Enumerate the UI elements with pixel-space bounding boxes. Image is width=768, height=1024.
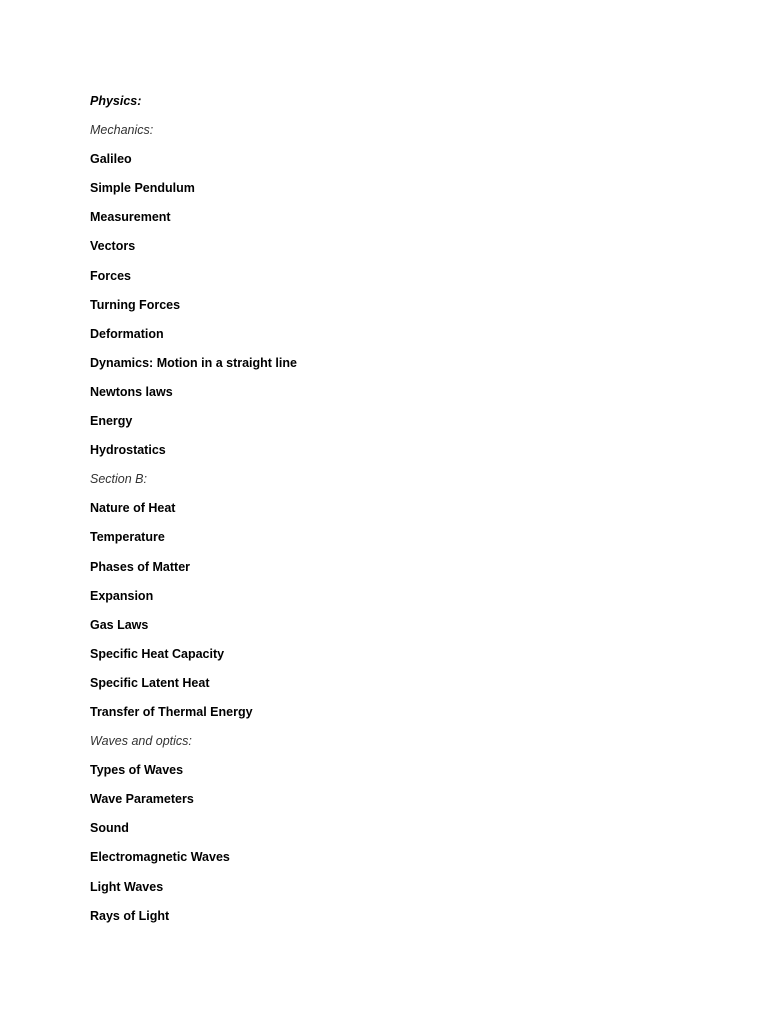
topic-item: Deformation <box>90 326 164 341</box>
topic-item: Specific Latent Heat <box>90 675 210 690</box>
topic-item: Newtons laws <box>90 384 173 399</box>
topic-item: Vectors <box>90 239 136 254</box>
topic-item: Light Waves <box>90 879 164 894</box>
topic-item: Types of Waves <box>90 763 184 778</box>
section-b <box>90 469 690 731</box>
topic-item: Expansion <box>90 588 154 603</box>
topic-item: Gas Laws <box>90 617 149 632</box>
topic-item: Electromagnetic Waves <box>90 850 230 865</box>
topic-item: Energy <box>90 414 133 429</box>
topic-item: Forces <box>90 268 131 283</box>
topic-item: Dynamics: Motion in a straight line <box>90 355 297 370</box>
document-page <box>90 91 690 935</box>
topic-item: Simple Pendulum <box>90 181 195 196</box>
section-mechanics <box>90 120 690 469</box>
topic-item: Measurement <box>90 210 171 225</box>
section-waves-optics <box>90 731 690 935</box>
topic-item: Specific Heat Capacity <box>90 646 225 661</box>
topic-item: Sound <box>90 821 129 836</box>
topic-item: Phases of Matter <box>90 559 191 574</box>
section-heading: Section B: <box>90 472 147 487</box>
topic-item: Hydrostatics <box>90 443 166 458</box>
topic-item: Nature of Heat <box>90 501 176 516</box>
topic-item: Transfer of Thermal Energy <box>90 704 253 719</box>
section-heading: Mechanics: <box>90 123 154 138</box>
topic-item: Galileo <box>90 152 132 167</box>
topic-item: Temperature <box>90 530 165 545</box>
topic-item: Turning Forces <box>90 297 181 312</box>
topic-item: Wave Parameters <box>90 792 194 807</box>
section-heading: Waves and optics: <box>90 734 192 749</box>
document-title: Physics: <box>90 94 142 108</box>
topic-item: Rays of Light <box>90 908 170 923</box>
